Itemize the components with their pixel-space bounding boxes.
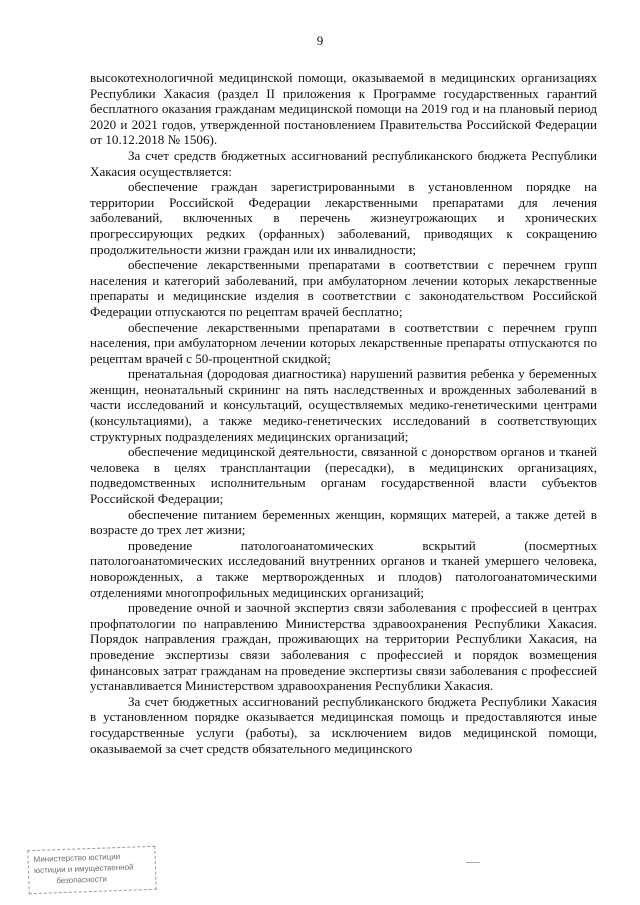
scan-mark	[466, 862, 480, 863]
paragraph-11: За счет бюджетных ассигнований республиканского бюджета Республики Хакасия в установленном порядке оказывается медицинская помощь и предоставляются иные государственные услуги (работы), за исключением видов медицинской помощи, оказываемой за счет средств обязательного медицинского	[90, 693, 597, 756]
paragraph-1: высокотехнологичной медицинской помощи, оказываемой в медицинских организациях Республики Хакасия (раздел II приложения к Программе государственных гарантий бесплатного оказания гражданам медицинской помощи на 2019 год и на плановый период 2020 и 2021 годов, утвержденной постановлением Правительства Российской Федерации от 10.12.2018 № 1506).	[90, 70, 597, 148]
paragraph-4: обеспечение лекарственными препаратами в соответствии с перечнем групп населения и категорий заболеваний, при амбулаторном лечении которых лекарственные препараты и медицинские изделия в соответствии с законодательством Российской Федерации отпускаются по рецептам врачей бесплатно;	[90, 257, 597, 319]
stamp-line-1: Министерство юстиции	[33, 852, 121, 865]
paragraph-5: обеспечение лекарственными препаратами в соответствии с перечнем групп населения, при амбулаторном лечении которых лекарственные препараты отпускаются по рецептам врачей с 50-процентной скидкой;	[90, 319, 597, 366]
stamp-line-2: юстиции и имущественной	[33, 862, 134, 876]
document-body	[90, 70, 597, 756]
stamp-line-3: безопасности	[56, 874, 108, 886]
paragraph-7: обеспечение медицинской деятельности, связанной с донорством органов и тканей человека в целях трансплантации (пересадки), в медицинских организациях, подведомственных исполнительным органам государственной власти субъектов Российской Федерации;	[90, 444, 597, 507]
paragraph-8: обеспечение питанием беременных женщин, кормящих матерей, а также детей в возрасте до трех лет жизни;	[90, 506, 597, 538]
paragraph-2: За счет средств бюджетных ассигнований республиканского бюджета Республики Хакасия осуществляется:	[90, 147, 597, 179]
paragraph-10: проведение очной и заочной экспертиз связи заболевания с профессией в центрах профпатологии по направлению Министерства здравоохранения Республики Хакасия. Порядок направления граждан, проживающих на территории Республики Хакасия, на проведение экспертизы связи заболевания с профессией и порядок возмещения финансовых затрат гражданам на проведение экспертизы связи заболевания с профессией устанавливается Министерством здравоохранения Республики Хакасия.	[90, 600, 597, 694]
paragraph-6: пренатальная (дородовая диагностика) нарушений развития ребенка у беременных женщин, неонатальный скрининг на пять наследственных и врожденных заболеваний в части исследований и консультаций, осуществляемых медико-генетическими центрами (консультациями), а также медико-генетических исследований в соответствующих структурных подразделениях медицинских организаций;	[90, 366, 597, 444]
paragraph-3: обеспечение граждан зарегистрированными в установленном порядке на территории Российской Федерации лекарственными препаратами для лечения заболеваний, включенных в перечень жизнеугрожающих и хронических прогрессирующих редких (орфанных) заболеваний, приводящих к сокращению продолжительности жизни граждан или их инвалидности;	[90, 179, 597, 257]
paragraph-9: проведение патологоанатомических вскрытий (посмертных патологоанатомических исследований внутренних органов и тканей умершего человека, новорожденных, а также мертворожденных и плодов) патологоанатомическими отделениями многопрофильных медицинских организаций;	[90, 537, 597, 600]
page-number: 9	[316, 33, 324, 48]
registration-stamp	[27, 846, 156, 894]
